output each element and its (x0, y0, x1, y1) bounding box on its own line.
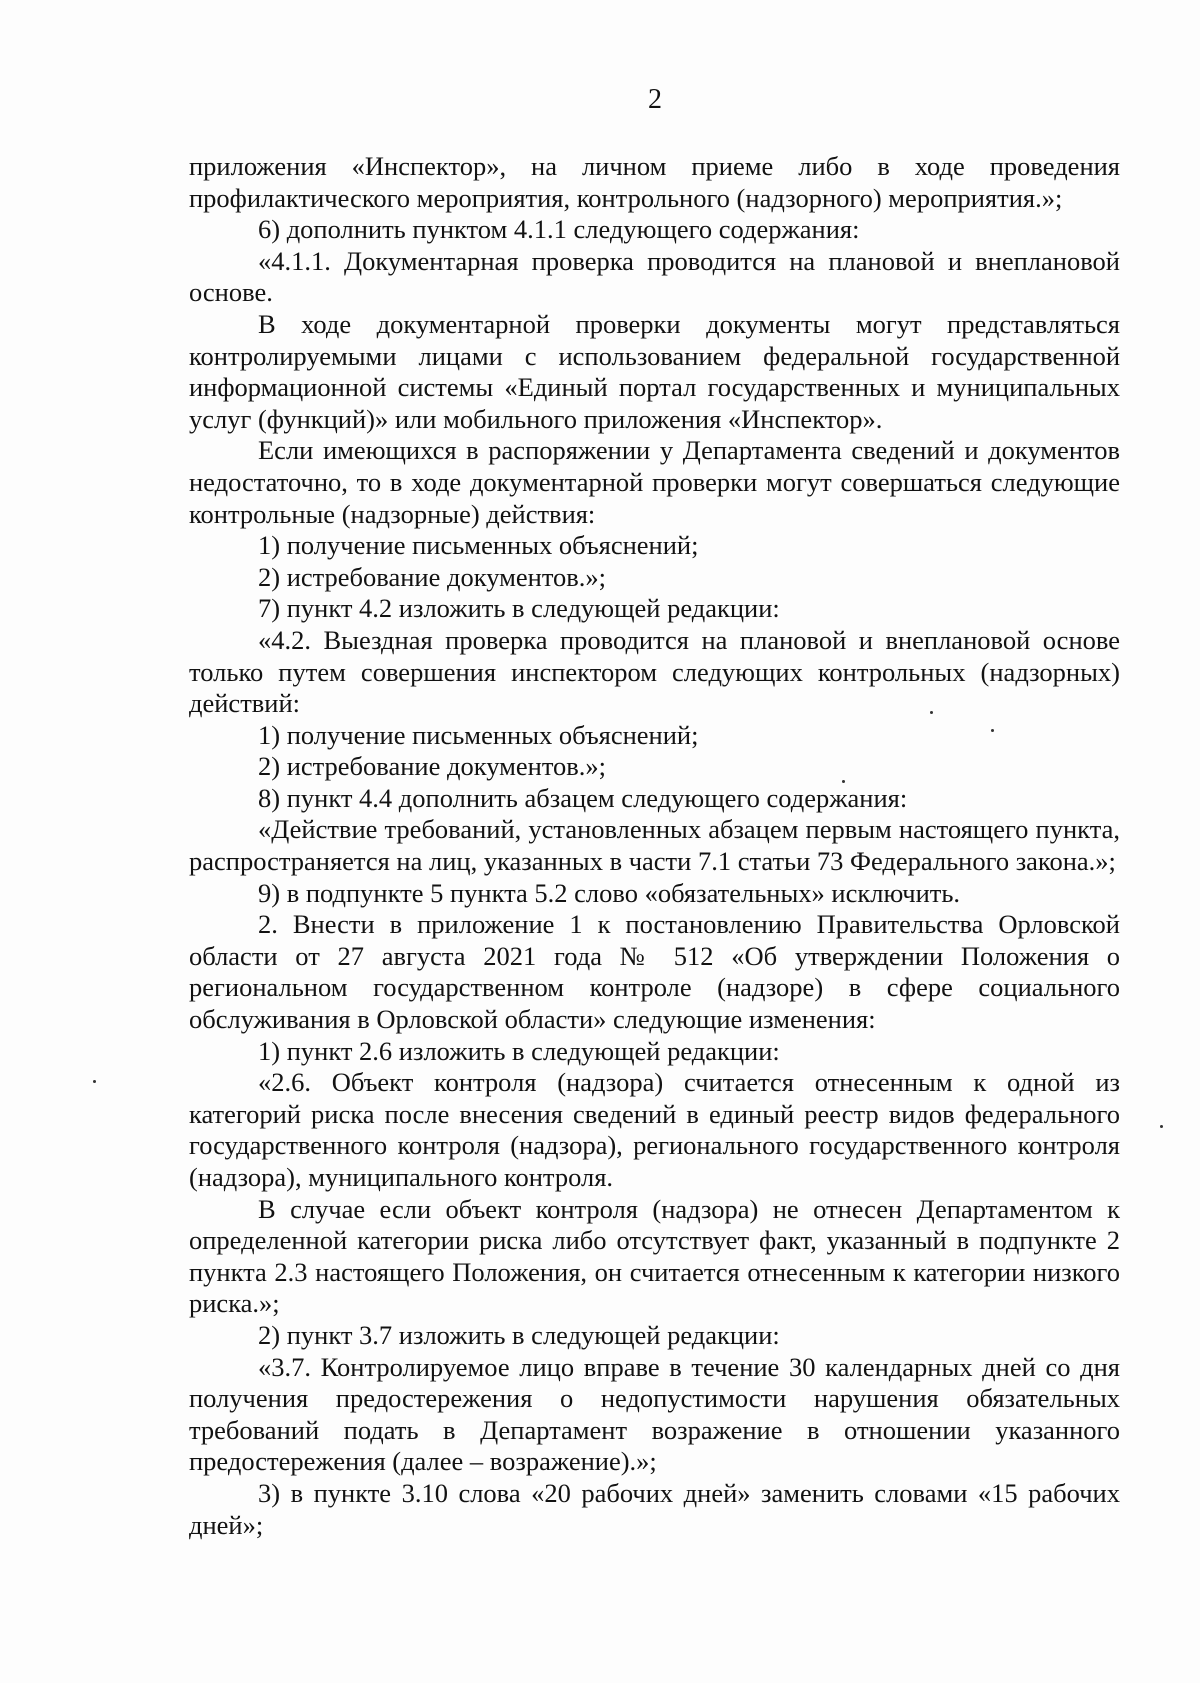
scan-speck (1160, 1125, 1163, 1128)
page-number: 2 (648, 84, 662, 115)
paragraph-item-9: 9) в подпункте 5 пункта 5.2 слово «обязательных» исключить. (258, 877, 961, 908)
scan-speck (930, 711, 933, 714)
paragraph-quote-2-6: «2.6. Объект контроля (надзора) считается отнесенным к одной из категорий риска после внесения сведений в единый реестр видов федерального государственного контроля (надзора), регионального государственного контроля (надзора), муниципального контроля. (189, 1067, 1120, 1192)
paragraph-list-item: 2) пункт 3.7 изложить в следующей редакции: (258, 1319, 780, 1350)
paragraph-list-item: 2) истребование документов.»; (258, 561, 607, 592)
paragraph-item-7: 7) пункт 4.2 изложить в следующей редакции: (258, 593, 780, 624)
paragraph-item-3: 3) в пункте 3.10 слова «20 рабочих дней» заменить словами «15 рабочих дней»; (189, 1477, 1120, 1540)
paragraph-list-item: 1) получение письменных объяснений; (258, 719, 699, 750)
paragraph-risk-category: В случае если объект контроля (надзора) не отнесен Департаментом к определенной категории риска либо отсутствует факт, указанный в подпункте 2 пункта 2.3 настоящего Положения, он считается отнесенным к категории низкого риска.»; (189, 1193, 1120, 1319)
paragraph-documentary-check: В ходе документарной проверки документы могут представляться контролируемыми лицами с использованием федеральной государственной информационной системы «Единый портал государственных и муниципальных услуг (функций)» или мобильного приложения «Инспектор». (189, 308, 1120, 434)
scan-speck (991, 729, 994, 732)
document-body (189, 151, 1120, 1541)
paragraph-list-item: 1) получение письменных объяснений; (258, 530, 699, 561)
paragraph-item-6: 6) дополнить пунктом 4.1.1 следующего содержания: (258, 214, 860, 245)
paragraph-quote-requirements: «Действие требований, установленных абзацем первым настоящего пункта, распространяется на лиц, указанных в части 7.1 статьи 73 Федерального закона.»; (189, 814, 1120, 877)
paragraph-quote-4-1-1: «4.1.1. Документарная проверка проводится на плановой и внеплановой основе. (189, 245, 1120, 308)
paragraph-section-2: 2. Внести в приложение 1 к постановлению Правительства Орловской области от 27 августа 2021 года № 512 «Об утверждении Положения о региональном государственном контроле (надзоре) в сфере социального обслуживания в Орловской области» следующие изменения: (189, 909, 1120, 1035)
paragraph-list-item: 2) истребование документов.»; (258, 751, 607, 782)
paragraph-continuation: приложения «Инспектор», на личном приеме либо в ходе проведения профилактического мероприятия, контрольного (надзорного) мероприятия.»; (189, 151, 1120, 213)
paragraph-quote-3-7: «3.7. Контролируемое лицо вправе в течение 30 календарных дней со дня получения предостережения о недопустимости нарушения обязательных требований подать в Департамент возражение в отношении указанного предостережения (далее – возражение).»; (189, 1351, 1120, 1477)
scan-speck (93, 1080, 96, 1083)
paragraph-quote-4-2: «4.2. Выездная проверка проводится на плановой и внеплановой основе только путем совершения инспектором следующих контрольных (надзорных) действий: (189, 624, 1120, 719)
paragraph-insufficient-info: Если имеющихся в распоряжении у Департамента сведений и документов недостаточно, то в ходе документарной проверки могут совершаться следующие контрольные (надзорные) действия: (189, 435, 1120, 529)
paragraph-item-8: 8) пункт 4.4 дополнить абзацем следующего содержания: (258, 782, 908, 813)
scan-speck (842, 780, 845, 783)
paragraph-list-item: 1) пункт 2.6 изложить в следующей редакции: (258, 1035, 780, 1066)
